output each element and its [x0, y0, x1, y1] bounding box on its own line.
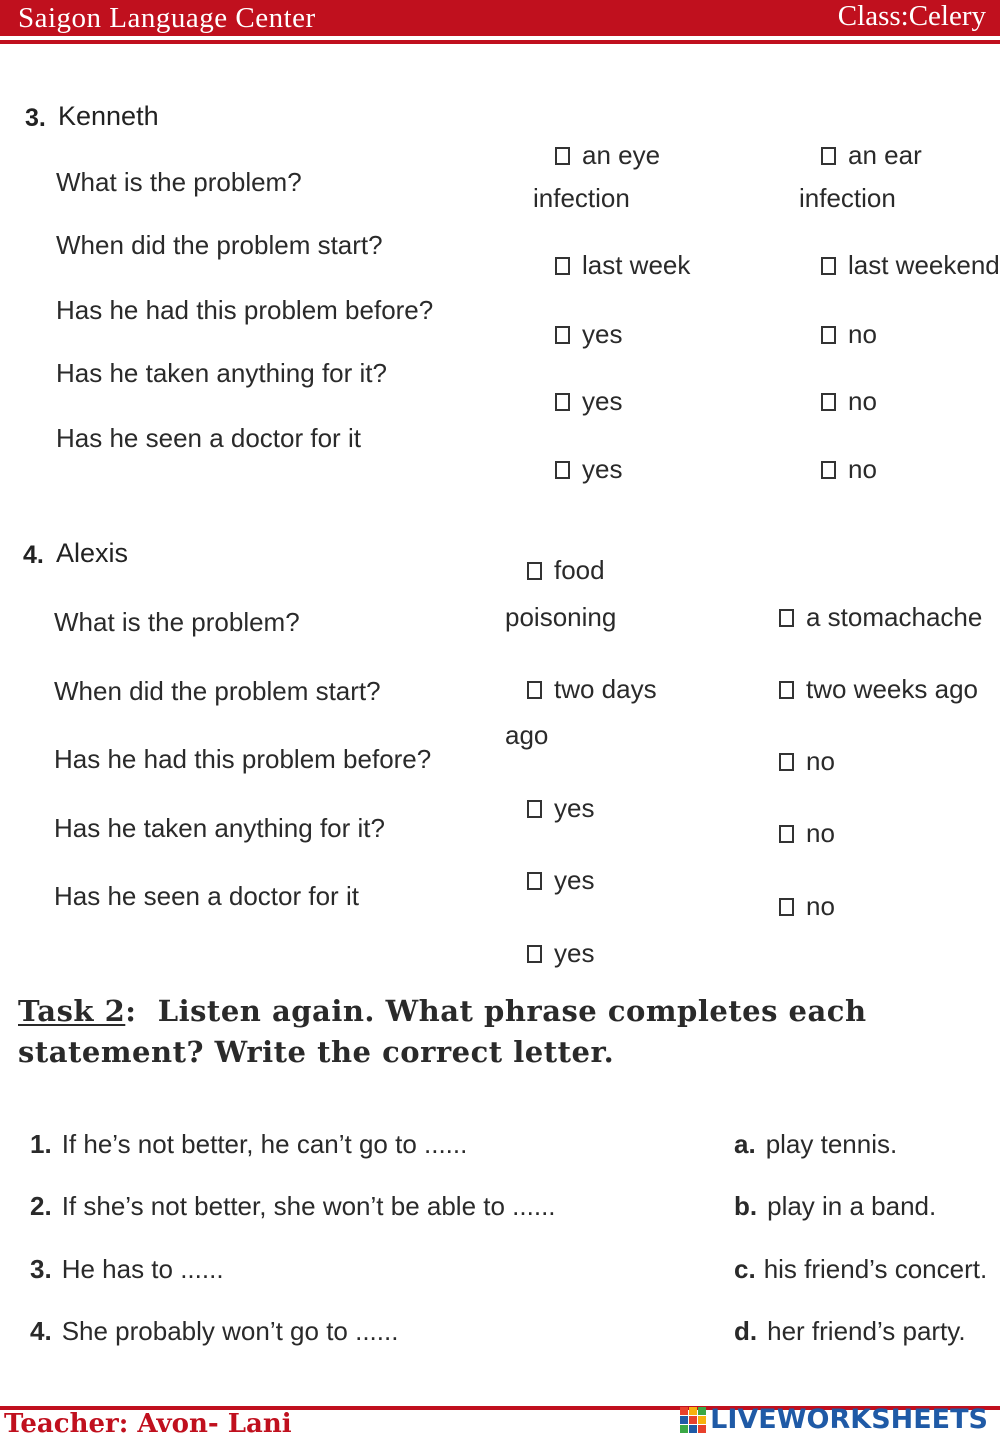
option-checkbox[interactable]: a stomachache [779, 602, 982, 633]
answer-option: c. his friend’s concert. [734, 1254, 988, 1284]
checkbox-icon[interactable] [821, 326, 836, 344]
checkbox-icon[interactable] [779, 825, 794, 843]
option-checkbox[interactable]: two days [527, 674, 657, 705]
statement: 2. If she’s not better, she won’t be able to ...... [30, 1191, 556, 1221]
checkbox-icon[interactable] [555, 461, 570, 479]
checkbox-icon[interactable] [779, 681, 794, 699]
checkbox-icon[interactable] [555, 257, 570, 275]
question: When did the problem start? [56, 230, 383, 260]
option-checkbox[interactable]: yes [527, 938, 594, 969]
person-name: Alexis [56, 538, 129, 568]
option-checkbox[interactable]: last week [555, 250, 690, 281]
checkbox-icon[interactable] [555, 326, 570, 344]
item-number: 3. [25, 104, 46, 132]
question: When did the problem start? [54, 676, 381, 706]
task2-heading: Task 2: Listen again. What phrase completes each [18, 994, 867, 1028]
option-checkbox[interactable]: food [527, 555, 605, 586]
class-name: Class:Celery [837, 0, 986, 32]
option-checkbox[interactable]: no [821, 454, 877, 485]
checkbox-icon[interactable] [779, 898, 794, 916]
option-continuation: infection [533, 183, 630, 213]
checkbox-icon[interactable] [821, 393, 836, 411]
question: Has he taken anything for it? [54, 813, 385, 843]
item-number: 4. [23, 541, 44, 569]
school-name: Saigon Language Center [18, 2, 316, 34]
option-checkbox[interactable]: an eye [555, 140, 660, 171]
person-name: Kenneth [58, 101, 159, 131]
checkbox-icon[interactable] [527, 800, 542, 818]
checkbox-icon[interactable] [527, 872, 542, 890]
checkbox-icon[interactable] [527, 681, 542, 699]
question: Has he seen a doctor for it [54, 881, 359, 911]
statement: 4. She probably won’t go to ...... [30, 1316, 399, 1346]
option-checkbox[interactable]: yes [555, 454, 622, 485]
checkbox-icon[interactable] [821, 147, 836, 165]
option-checkbox[interactable]: yes [555, 386, 622, 417]
option-continuation: infection [799, 183, 896, 213]
task2-line2: statement? Write the correct letter. [18, 1035, 615, 1069]
option-continuation: ago [505, 720, 549, 750]
checkbox-icon[interactable] [527, 945, 542, 963]
question: Has he had this problem before? [54, 744, 432, 774]
header-divider [0, 40, 1000, 44]
teacher-name: Teacher: Avon- Lani [4, 1409, 292, 1439]
brand-text: LIVEWORKSHEETS [710, 1404, 988, 1435]
option-checkbox[interactable]: no [779, 746, 835, 777]
question: What is the problem? [56, 167, 302, 197]
checkbox-icon[interactable] [779, 753, 794, 771]
answer-option: d. her friend’s party. [734, 1316, 966, 1346]
task2-line1: Listen again. What phrase completes each [157, 994, 867, 1028]
question: Has he taken anything for it? [56, 358, 387, 388]
question: Has he had this problem before? [56, 295, 434, 325]
task2-label: Task 2 [18, 994, 126, 1028]
option-checkbox[interactable]: yes [527, 793, 594, 824]
option-checkbox[interactable]: last weekend [821, 250, 1000, 281]
option-checkbox[interactable]: yes [527, 865, 594, 896]
answer-option: b. play in a band. [734, 1191, 937, 1221]
liveworksheets-logo [680, 1404, 988, 1435]
statement: 1. If he’s not better, he can’t go to ...... [30, 1129, 468, 1159]
option-checkbox[interactable]: no [821, 386, 877, 417]
answer-option: a. play tennis. [734, 1129, 898, 1159]
option-checkbox[interactable]: no [779, 891, 835, 922]
option-checkbox[interactable]: yes [555, 319, 622, 350]
statement: 3. He has to ...... [30, 1254, 224, 1284]
checkbox-icon[interactable] [555, 393, 570, 411]
checkbox-icon[interactable] [821, 461, 836, 479]
option-checkbox[interactable]: no [779, 818, 835, 849]
option-checkbox[interactable]: no [821, 319, 877, 350]
checkbox-icon[interactable] [555, 147, 570, 165]
option-checkbox[interactable]: an ear [821, 140, 922, 171]
checkbox-icon[interactable] [779, 609, 794, 627]
question: Has he seen a doctor for it [56, 423, 361, 453]
liveworksheets-grid-icon [680, 1407, 706, 1433]
option-continuation: poisoning [505, 602, 617, 632]
checkbox-icon[interactable] [527, 562, 542, 580]
checkbox-icon[interactable] [821, 257, 836, 275]
question: What is the problem? [54, 607, 300, 637]
option-checkbox[interactable]: two weeks ago [779, 674, 978, 705]
